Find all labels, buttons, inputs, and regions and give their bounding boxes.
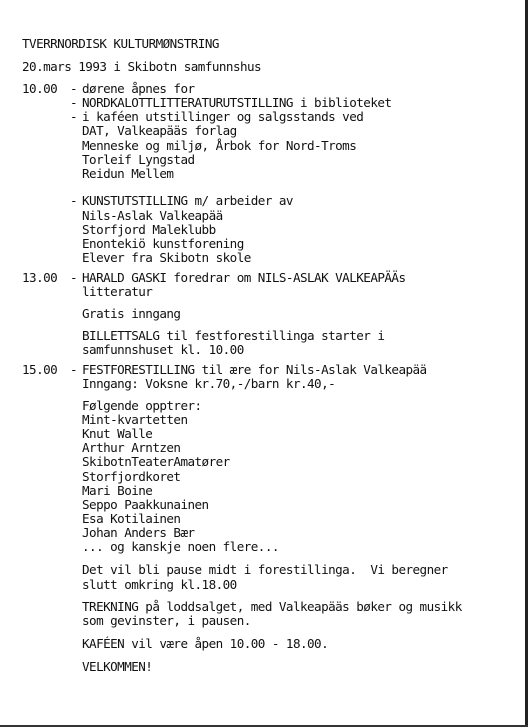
bullet-dash: - xyxy=(70,95,78,110)
line-menneske: Menneske og miljø, Årbok for Nord-Troms xyxy=(82,138,357,153)
bullet-dash: - xyxy=(70,109,78,124)
pause-line-2: slutt omkring kl.18.00 xyxy=(82,577,237,592)
line-doors: dørene åpnes for xyxy=(82,81,195,96)
time-1500: 15.00 xyxy=(22,362,58,377)
pause-line: Det vil bli pause midt i forestillinga. Vi beregner xyxy=(82,562,448,577)
time-1000: 10.00 xyxy=(22,81,58,96)
line-lit-exhibition: NORDKALOTTLITTERATURUTSTILLING i biblioteket xyxy=(82,95,392,110)
line-mellem: Reidun Mellem xyxy=(82,166,174,181)
performer: Arthur Arntzen xyxy=(82,440,181,455)
performer: Storfjordkoret xyxy=(82,469,181,484)
gala-line: FESTFORESTILLING til ære for Nils-Aslak Valkeapää xyxy=(82,362,427,377)
bullet-dash: - xyxy=(70,81,78,96)
art-item: Storfjord Maleklubb xyxy=(82,222,216,237)
performer: Johan Anders Bær xyxy=(82,525,195,540)
date-place: 20.mars 1993 i Skibotn samfunnshus xyxy=(22,59,262,74)
cafe-hours: KAFÉEN vil være åpen 10.00 - 18.00. xyxy=(82,636,329,651)
line-lyngstad: Torleif Lyngstad xyxy=(82,152,195,167)
performer: Mari Boine xyxy=(82,483,153,498)
free-entry: Gratis inngang xyxy=(82,306,181,321)
raffle-line: TREKNING på loddsalget, med Valkeapääs bøker og musikk xyxy=(82,599,462,614)
performer: Mint-kvartetten xyxy=(82,412,188,427)
ticket-sales-line: BILLETTSALG til festforestillinga starter i xyxy=(82,328,385,343)
welcome-text: VELKOMMEN! xyxy=(82,659,153,674)
raffle-line-2: som gevinster, i pausen. xyxy=(82,613,251,628)
performer: SkibotnTeaterAmatører xyxy=(82,454,230,469)
line-cafe-stands: i kaféen utstillinger og salgsstands ved xyxy=(82,109,364,124)
art-item: Elever fra Skibotn skole xyxy=(82,250,251,265)
performer: Seppo Paakkunainen xyxy=(82,497,209,512)
performer: Knut Walle xyxy=(82,426,153,441)
line-dat: DAT, Valkeapääs forlag xyxy=(82,123,237,138)
art-item: Nils-Aslak Valkeapää xyxy=(82,208,223,223)
admission-line: Inngang: Voksne kr.70,-/barn kr.40,- xyxy=(82,376,336,391)
bullet-dash: - xyxy=(70,362,78,377)
performer: Esa Kotilainen xyxy=(82,511,181,526)
program-title: TVERRNORDISK KULTURMØNSTRING xyxy=(22,36,219,51)
bullet-dash: - xyxy=(70,193,78,208)
bullet-dash: - xyxy=(70,270,78,285)
lecture-line-2: litteratur xyxy=(82,284,153,299)
art-item: Enontekiö kunstforening xyxy=(82,236,244,251)
time-1300: 13.00 xyxy=(22,270,58,285)
art-exhibition-header: KUNSTUTSTILLING m/ arbeider av xyxy=(82,193,293,208)
ticket-sales-line-2: samfunnshuset kl. 10.00 xyxy=(82,342,244,357)
performer: ... og kanskje noen flere... xyxy=(82,539,279,554)
lecture-line: HARALD GASKI foredrar om NILS-ASLAK VALKEAPÄÄs xyxy=(82,270,406,285)
performers-header: Følgende opptrer: xyxy=(82,398,202,413)
